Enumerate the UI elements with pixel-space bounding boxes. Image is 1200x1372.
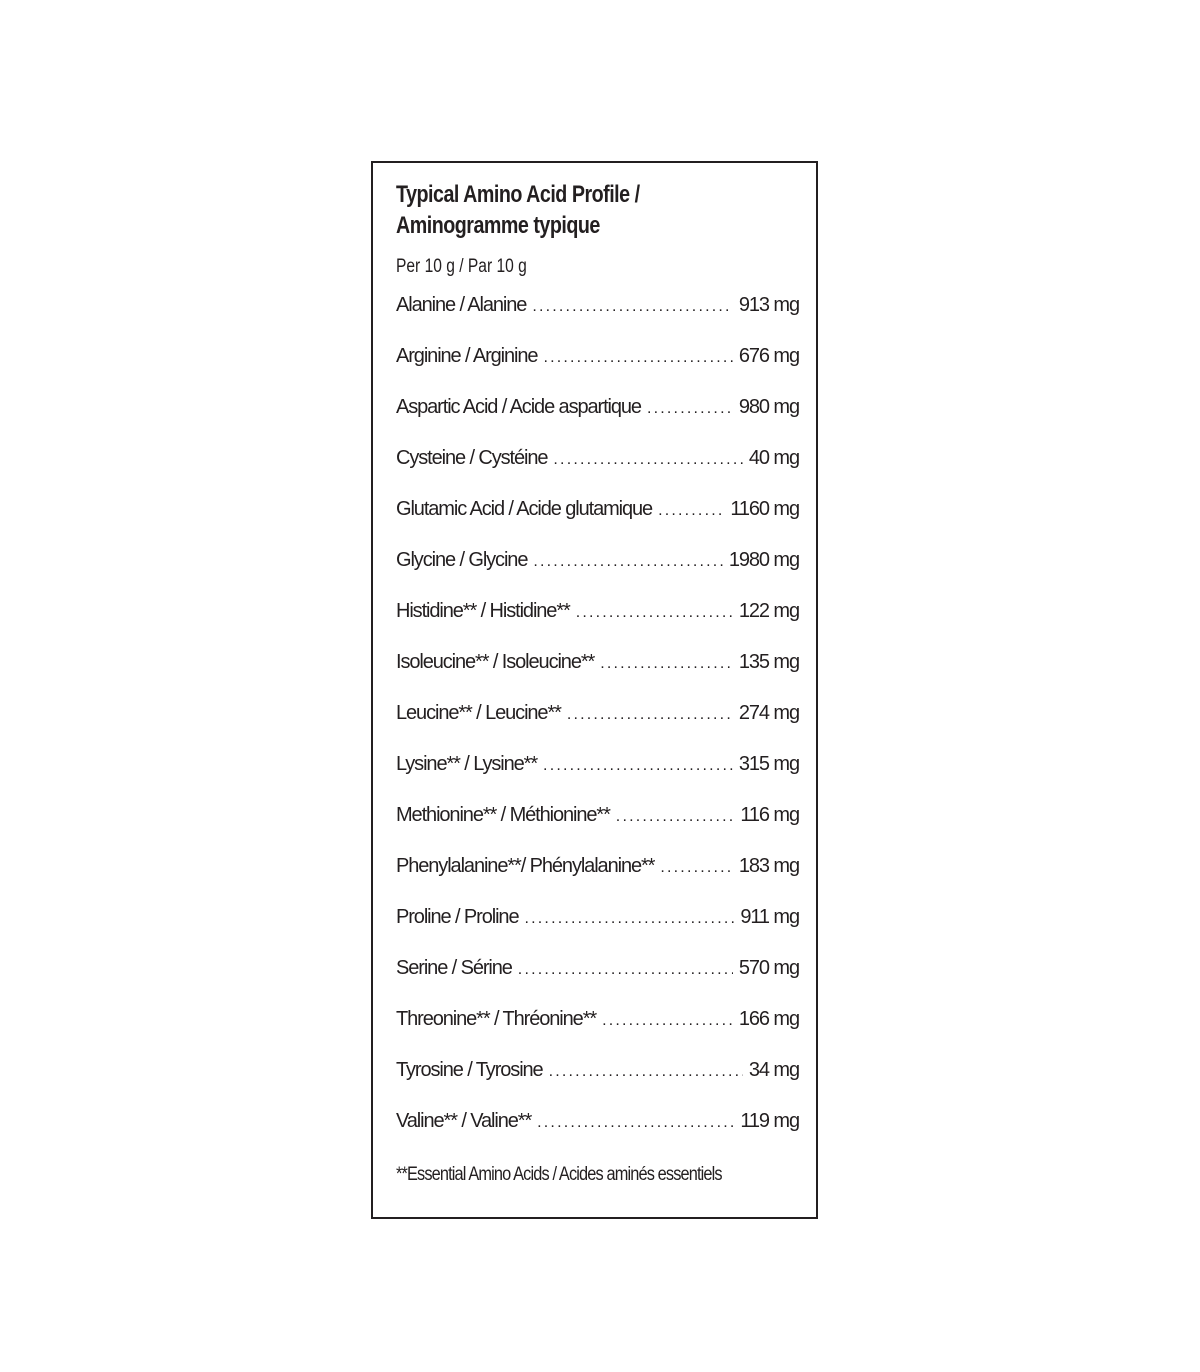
amino-acid-row xyxy=(396,701,799,752)
amino-acid-name: Cysteine / Cystéine xyxy=(396,447,548,469)
amino-acid-name: Alanine / Alanine xyxy=(396,294,527,316)
amino-acid-row xyxy=(396,548,799,599)
amino-acid-row xyxy=(396,650,799,701)
amino-acid-name: Phenylalanine**/ Phénylalanine** xyxy=(396,855,655,877)
amino-acid-row xyxy=(396,446,799,497)
amino-acid-amount: 135 mg xyxy=(738,651,799,673)
amino-acid-name: Leucine** / Leucine** xyxy=(396,702,561,724)
dot-leader xyxy=(616,805,735,829)
amino-acid-name: Threonine** / Thréonine** xyxy=(396,1008,597,1030)
title-line-french: Aminogramme typique xyxy=(396,212,600,239)
serving-size: Per 10 g / Par 10 g xyxy=(396,256,527,277)
amino-acid-name: Aspartic Acid / Acide aspartique xyxy=(396,396,641,418)
essential-amino-acids-footnote: **Essential Amino Acids / Acides aminés essentiels xyxy=(396,1164,722,1185)
dot-leader xyxy=(543,346,732,370)
dot-leader xyxy=(658,499,724,523)
amino-acid-amount: 34 mg xyxy=(748,1059,799,1081)
amino-acid-profile-panel xyxy=(371,161,818,1219)
amino-acid-row xyxy=(396,905,799,956)
amino-acid-amount: 166 mg xyxy=(738,1008,799,1030)
amino-acid-name: Glycine / Glycine xyxy=(396,549,528,571)
dot-leader xyxy=(576,601,733,625)
amino-acid-row xyxy=(396,395,799,446)
amino-acid-amount: 183 mg xyxy=(738,855,799,877)
title-line-english: Typical Amino Acid Profile / xyxy=(396,181,640,208)
dot-leader xyxy=(549,1060,743,1084)
amino-acid-name: Histidine** / Histidine** xyxy=(396,600,570,622)
amino-acid-name: Lysine** / Lysine** xyxy=(396,753,538,775)
amino-acid-name: Serine / Sérine xyxy=(396,957,512,979)
amino-acid-amount: 40 mg xyxy=(748,447,799,469)
amino-acid-amount: 274 mg xyxy=(738,702,799,724)
dot-leader xyxy=(533,550,723,574)
amino-acid-amount: 676 mg xyxy=(738,345,799,367)
amino-acid-name: Glutamic Acid / Acide glutamique xyxy=(396,498,653,520)
dot-leader xyxy=(660,856,733,880)
amino-acid-row xyxy=(396,1007,799,1058)
amino-acid-amount: 122 mg xyxy=(738,600,799,622)
amino-acid-row xyxy=(396,599,799,650)
amino-acid-row xyxy=(396,803,799,854)
amino-acid-row xyxy=(396,344,799,395)
dot-leader xyxy=(543,754,733,778)
amino-acid-amount: 913 mg xyxy=(738,294,799,316)
dot-leader xyxy=(532,295,733,319)
amino-acid-row xyxy=(396,293,799,344)
amino-acid-name: Valine** / Valine** xyxy=(396,1110,532,1132)
amino-acid-name: Proline / Proline xyxy=(396,906,519,928)
amino-acid-amount: 911 mg xyxy=(740,906,799,928)
panel-title xyxy=(396,179,640,241)
amino-acid-row xyxy=(396,497,799,548)
amino-acid-amount: 980 mg xyxy=(738,396,799,418)
amino-acid-name: Tyrosine / Tyrosine xyxy=(396,1059,543,1081)
amino-acid-amount: 570 mg xyxy=(738,957,799,979)
dot-leader xyxy=(524,907,734,931)
dot-leader xyxy=(567,703,733,727)
dot-leader xyxy=(602,1009,733,1033)
amino-acid-name: Arginine / Arginine xyxy=(396,345,538,367)
amino-acid-amount: 116 mg xyxy=(740,804,799,826)
amino-acid-amount: 119 mg xyxy=(740,1110,799,1132)
amino-acid-row xyxy=(396,956,799,1007)
dot-leader xyxy=(518,958,733,982)
amino-acid-row xyxy=(396,1058,799,1109)
amino-acid-row xyxy=(396,1109,799,1160)
amino-acid-row xyxy=(396,752,799,803)
amino-acid-name: Methionine** / Méthionine** xyxy=(396,804,610,826)
amino-acid-amount: 315 mg xyxy=(738,753,799,775)
amino-acid-amount: 1160 mg xyxy=(730,498,799,520)
amino-acid-list xyxy=(396,293,799,1160)
amino-acid-name: Isoleucine** / Isoleucine** xyxy=(396,651,595,673)
dot-leader xyxy=(600,652,733,676)
dot-leader xyxy=(647,397,733,421)
amino-acid-amount: 1980 mg xyxy=(728,549,799,571)
amino-acid-row xyxy=(396,854,799,905)
dot-leader xyxy=(553,448,743,472)
dot-leader xyxy=(537,1111,734,1135)
